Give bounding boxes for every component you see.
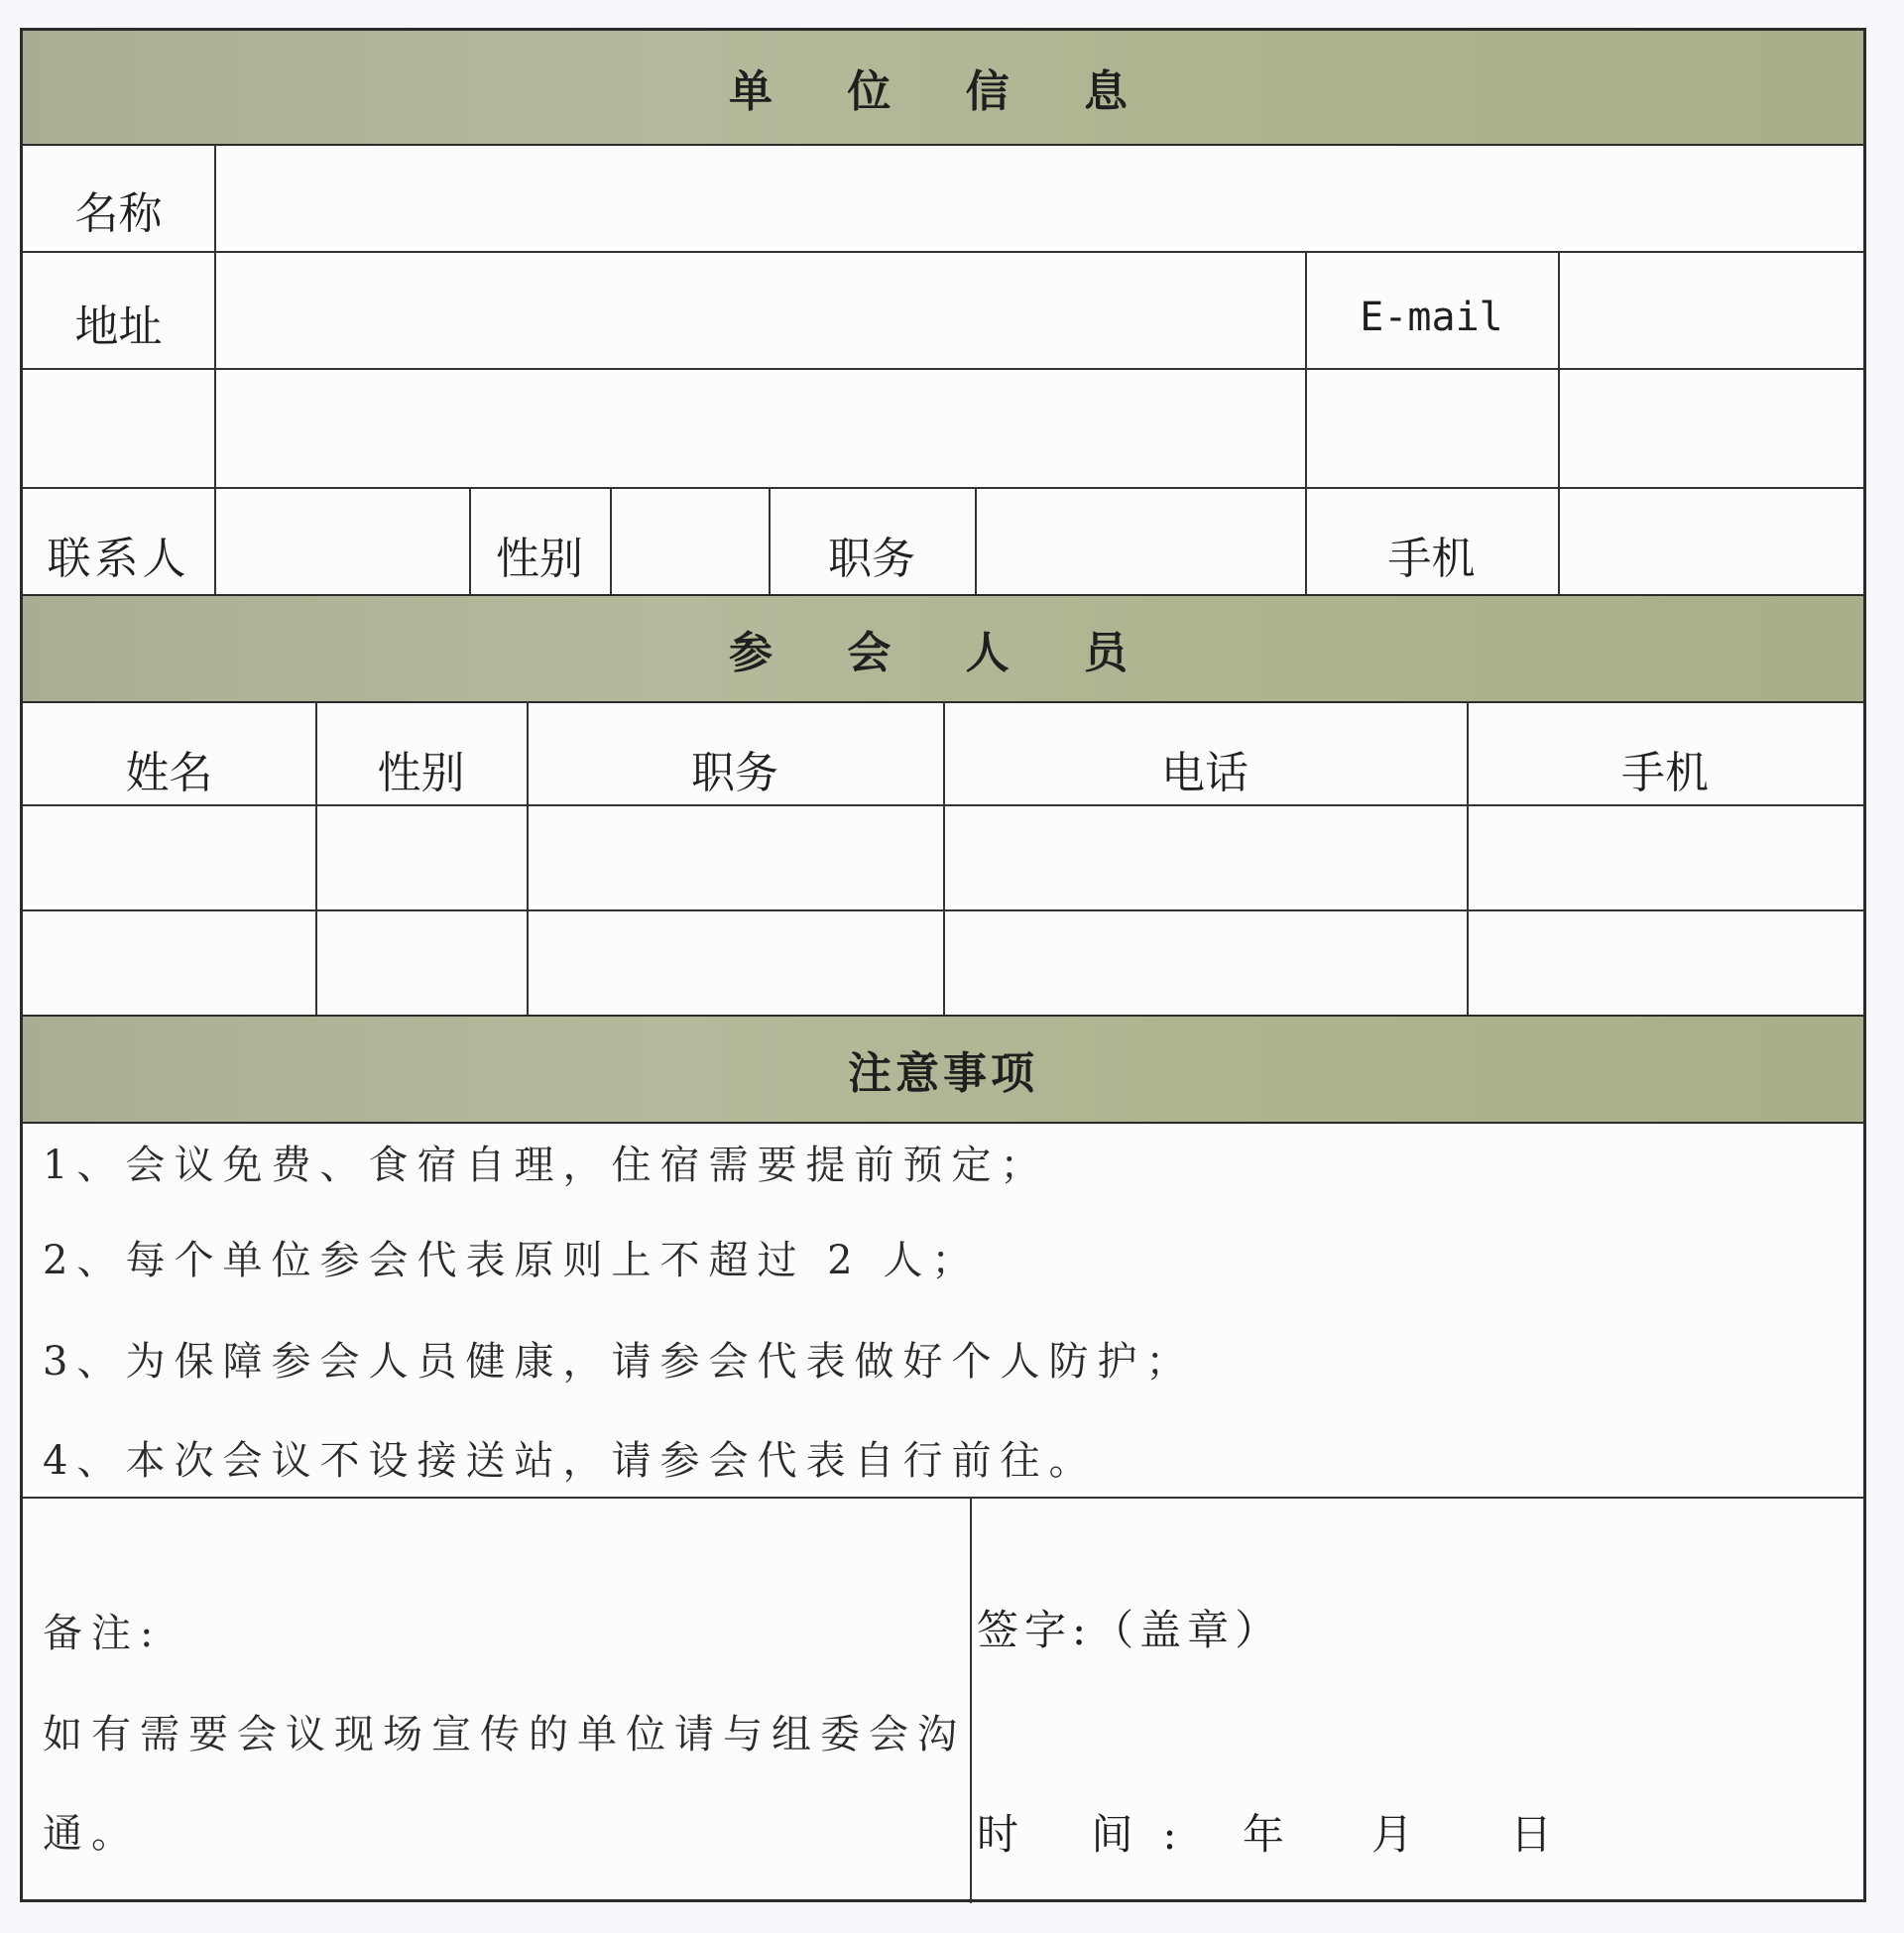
col-divider — [1558, 251, 1560, 594]
note-item: 1、会议免费、食宿自理，住宿需要提前预定； — [43, 1143, 1049, 1188]
remarks-text-line2: 通。 — [43, 1811, 140, 1857]
section-attendees-header: 参 会 人 员 — [23, 594, 1863, 703]
attendee-header-phone: 电话 — [1161, 748, 1249, 798]
remarks-text-line1: 如有需要会议现场宣传的单位请与组委会沟 — [43, 1712, 966, 1757]
section-unit-info-header: 单 位 信 息 — [23, 31, 1863, 146]
year-label: 年 — [1243, 1810, 1285, 1859]
attendee-header-gender: 性别 — [377, 748, 465, 798]
col-divider — [214, 144, 216, 594]
contact-mobile-label: 手机 — [1387, 534, 1476, 584]
row-divider — [23, 487, 1863, 489]
unit-name-label: 名称 — [74, 188, 163, 239]
registration-form — [20, 28, 1866, 1902]
col-divider — [610, 487, 612, 594]
signature-label: 签字:（盖章） — [977, 1606, 1283, 1654]
attendee-header-name: 姓名 — [125, 748, 213, 798]
unit-address-label: 地址 — [74, 302, 163, 352]
note-item: 4、本次会议不设接送站，请参会代表自行前往。 — [43, 1438, 1098, 1484]
contact-person-label: 联系人 — [47, 534, 190, 584]
email-label: E-mail — [1360, 295, 1503, 340]
contact-gender-label: 性别 — [496, 534, 583, 584]
row-divider — [23, 1497, 1863, 1499]
note-item: 2、每个单位参会代表原则上不超过 2 人； — [43, 1238, 981, 1283]
contact-position-label: 职务 — [828, 534, 915, 584]
attendee-header-position: 职务 — [691, 748, 778, 798]
row-divider — [23, 368, 1863, 370]
row-divider — [23, 251, 1863, 253]
month-label: 月 — [1371, 1810, 1414, 1859]
attendee-header-mobile: 手机 — [1621, 748, 1709, 798]
remarks-label: 备注: — [43, 1611, 163, 1656]
col-divider — [970, 1497, 972, 1903]
note-item: 3、为保障参会人员健康，请参会代表做好个人防护； — [43, 1339, 1195, 1385]
section-notes-header: 注意事项 — [23, 1015, 1863, 1124]
day-label: 日 — [1510, 1810, 1553, 1859]
col-divider — [975, 487, 977, 594]
time-label: 时 间: — [977, 1810, 1207, 1859]
